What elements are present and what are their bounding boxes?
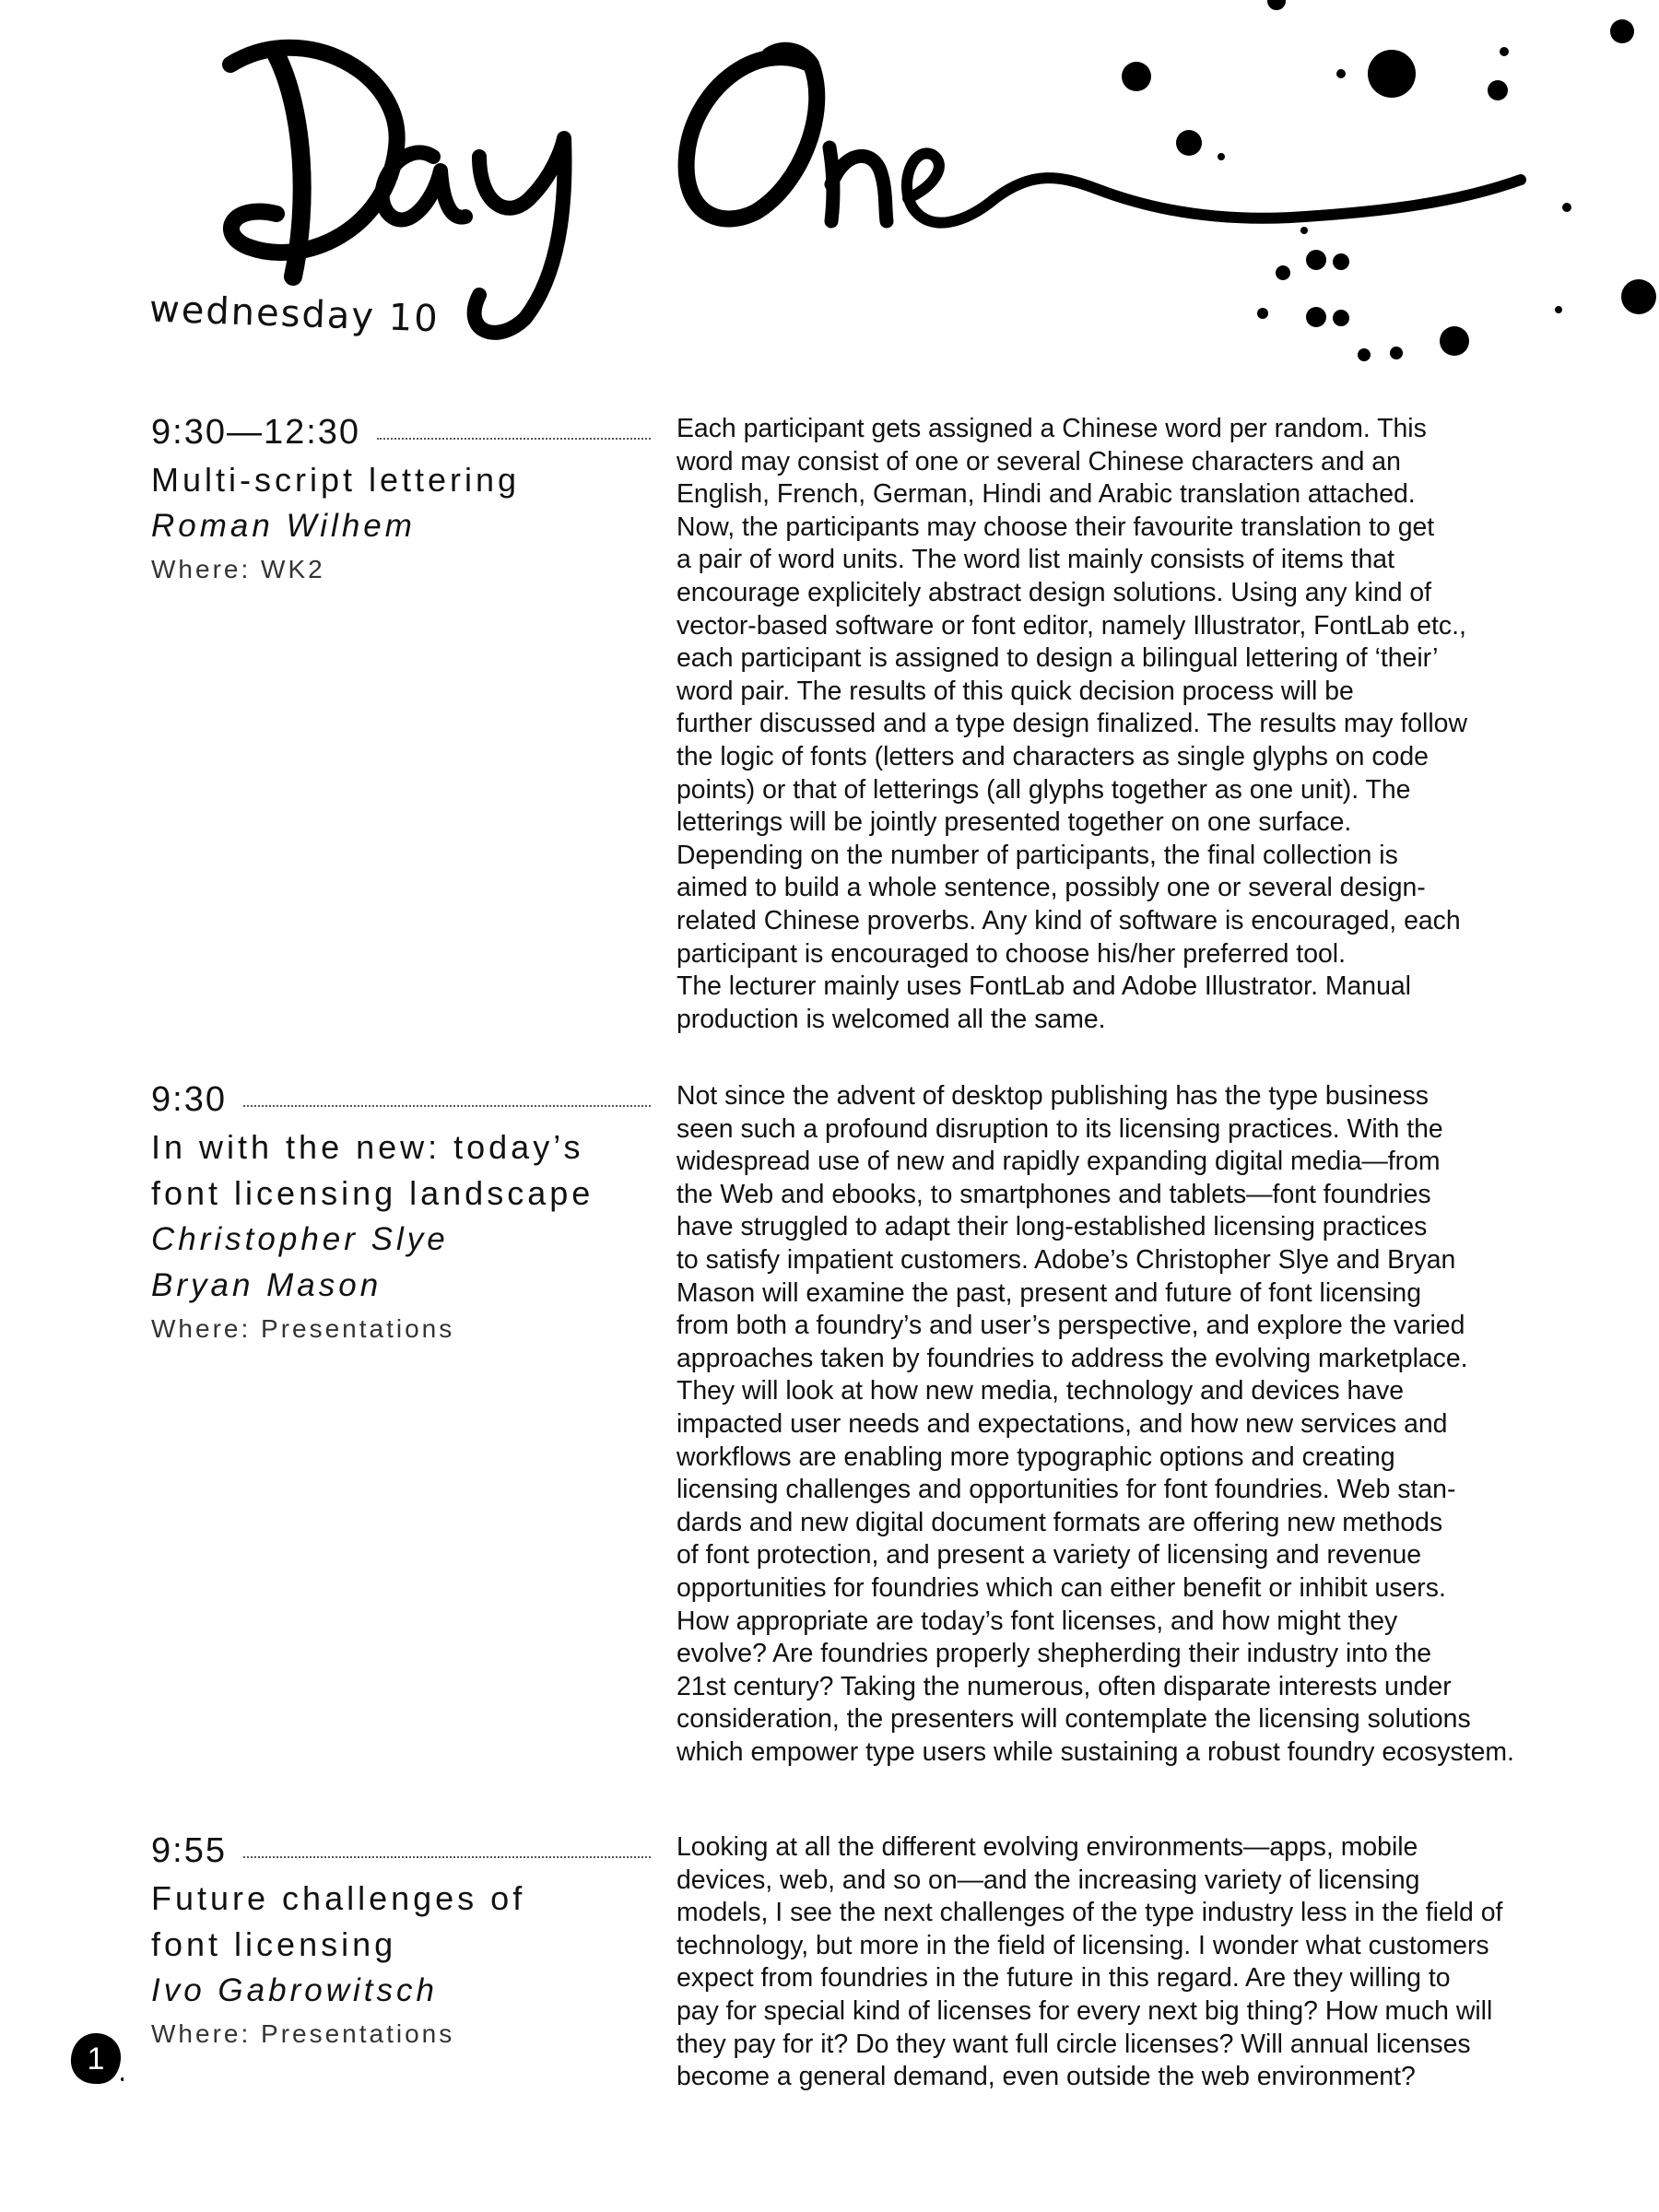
- session-title-line: In with the new: today’s: [151, 1128, 584, 1166]
- time-row: [151, 1831, 654, 1872]
- session-info: [151, 1831, 654, 2054]
- session-description: Not since the advent of desktop publishing has the type business seen such a profound disruption to its licensing practices. With the widespread use of new and rapidly expanding digital media—from the Web and ebooks, to smartphones and tablets—font foundries have struggled to adapt their long-established licensing practices to satisfy impatient customers. Adobe’s Christopher Slye and Bryan Mason will examine the past, present and future of font licensing from both a foundry’s and user’s perspective, and explore the varied approaches taken by foundries to address the evolving marketplace. They will look at how new media, technology and devices have impacted user needs and expectations, and how new services and workflows are enabling more typographic options and creating licensing challenges and opportunities for font foundries. Web stan- dards and new digital document formats are offering new methods of font protection, and present a variety of licensing and revenue opportunities for foundries which can either benefit or inhibit users. How appropriate are today’s font licenses, and how might they evolve? Are foundries properly shepherding their industry into the 21st century? Taking the numerous, often disparate interests under consideration, the presenters will contemplate the licensing solutions which empower type users while sustaining a robust foundry ecosystem.: [677, 1081, 1514, 1767]
- session-speaker: Bryan Mason: [151, 1267, 382, 1303]
- session-description: Looking at all the different evolving environments—apps, mobile devices, web, and so on—and the increasing variety of licensing models, I see the next challenges of the type industry less in the field of technology, but more in the field of licensing. I wonder what customers expect from foundries in the future in this regard. Are they willing to pay for special kind of licenses for every next big thing? How much will they pay for it? Do they want full circle licenses? Will annual licenses become a general demand, even outside the web environment?: [677, 1832, 1503, 2092]
- session-speaker: Christopher Slye: [151, 1221, 449, 1257]
- session-time: 9:30: [151, 1080, 227, 1119]
- dotted-leader: [377, 438, 651, 440]
- session-info: [151, 1080, 654, 1349]
- dotted-leader: [243, 1105, 651, 1107]
- session-time: 9:30—12:30: [151, 413, 361, 452]
- session-location: Where: Presentations: [151, 2019, 455, 2048]
- session-title-line: font licensing: [151, 1925, 397, 1963]
- session-speaker: Ivo Gabrowitsch: [151, 1972, 438, 2008]
- session-title: Multi-script lettering: [151, 461, 521, 499]
- session-info: [151, 413, 654, 590]
- day-subtitle: wednesday 10: [148, 288, 441, 341]
- page-number-badge: [68, 2031, 124, 2087]
- session-title-line: font licensing landscape: [151, 1174, 594, 1212]
- time-row: [151, 413, 654, 453]
- page-number: 1: [87, 2041, 105, 2077]
- dotted-leader: [243, 1856, 651, 1858]
- session-title-line: Future challenges of: [151, 1879, 526, 1917]
- session-speaker: Roman Wilhem: [151, 508, 416, 544]
- session-description: Each participant gets assigned a Chinese word per random. This word may consist of one or several Chinese characters and an English, French, German, Hindi and Arabic translation attached. Now, the participants may choose their favourite translation to get a pair of word units. The word list mainly consists of items that encourage explicitely abstract design solutions. Using any kind of vector-based software or font editor, namely Illustrator, FontLab etc., each participant is assigned to design a bilingual lettering of ‘their’ word pair. The results of this quick decision process will be further discussed and a type design finalized. The results may follow the logic of fonts (letters and characters as single glyphs on code points) or that of letterings (all glyphs together as one unit). The letterings will be jointly presented together on one surface. Depending on the number of participants, the final collection is aimed to build a whole sentence, possibly one or several design- related Chinese proverbs. Any kind of software is encouraged, each participant is encouraged to choose his/her preferred tool. The lecturer mainly uses FontLab and Adobe Illustrator. Manual production is welcomed all the same.: [677, 414, 1467, 1034]
- session-location: Where: WK2: [151, 555, 325, 583]
- session-time: 9:55: [151, 1831, 227, 1870]
- time-row: [151, 1080, 654, 1121]
- session-location: Where: Presentations: [151, 1314, 455, 1343]
